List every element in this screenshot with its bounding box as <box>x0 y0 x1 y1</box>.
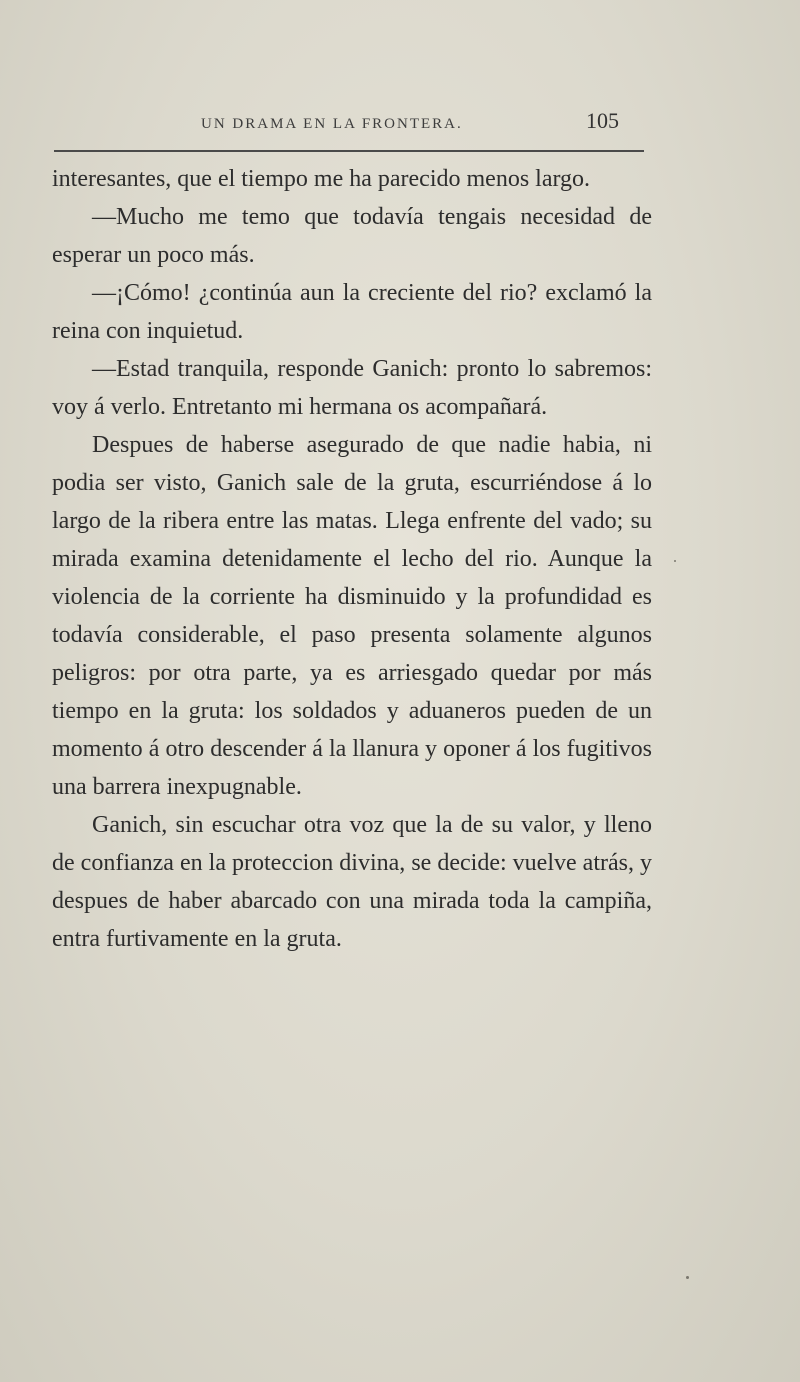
paragraph-dialogue-1: —Mucho me temo que todavía tengais necesidad de esperar un poco más. <box>52 204 652 268</box>
paragraph-dialogue-2: —¡Cómo! ¿continúa aun la creciente del rio? exclamó la reina con inquietud. <box>52 280 652 344</box>
paragraph-dialogue-3: —Estad tranquila, responde Ganich: pronto lo sabremos: voy á verlo. Entretanto mi hermana os acompañará. <box>52 356 652 420</box>
running-title: UN DRAMA EN LA FRONTERA. <box>201 116 463 132</box>
paper-speck <box>674 560 676 562</box>
paragraph-continuation: interesantes, que el tiempo me ha parecido menos largo. <box>52 166 591 192</box>
paper-speck <box>686 1276 689 1279</box>
paragraph-narrative-2: Ganich, sin escuchar otra voz que la de su valor, y lleno de confianza en la proteccion divina, se decide: vuelve atrás, y despues de haber abarcado con una mirada toda la campiña, entra furtivamente en la gruta. <box>52 812 652 952</box>
body-text <box>52 160 652 958</box>
header-rule <box>54 150 644 152</box>
running-head <box>56 104 650 140</box>
page-number: 105 <box>586 108 619 133</box>
paragraph-narrative-1: Despues de haberse asegurado de que nadie habia, ni podia ser visto, Ganich sale de la gruta, escurriéndose á lo largo de la ribera entre las matas. Llega enfrente del vado; su mirada examina detenidamente el lecho del rio. Aunque la violencia de la corriente ha disminuido y la profundidad es todavía considerable, el paso presenta solamente algunos peligros: por otra parte, ya es arriesgado quedar por más tiempo en la gruta: los soldados y aduaneros pueden de un momento á otro descender á la llanura y oponer á los fugitivos una barrera inexpugnable. <box>52 432 652 800</box>
